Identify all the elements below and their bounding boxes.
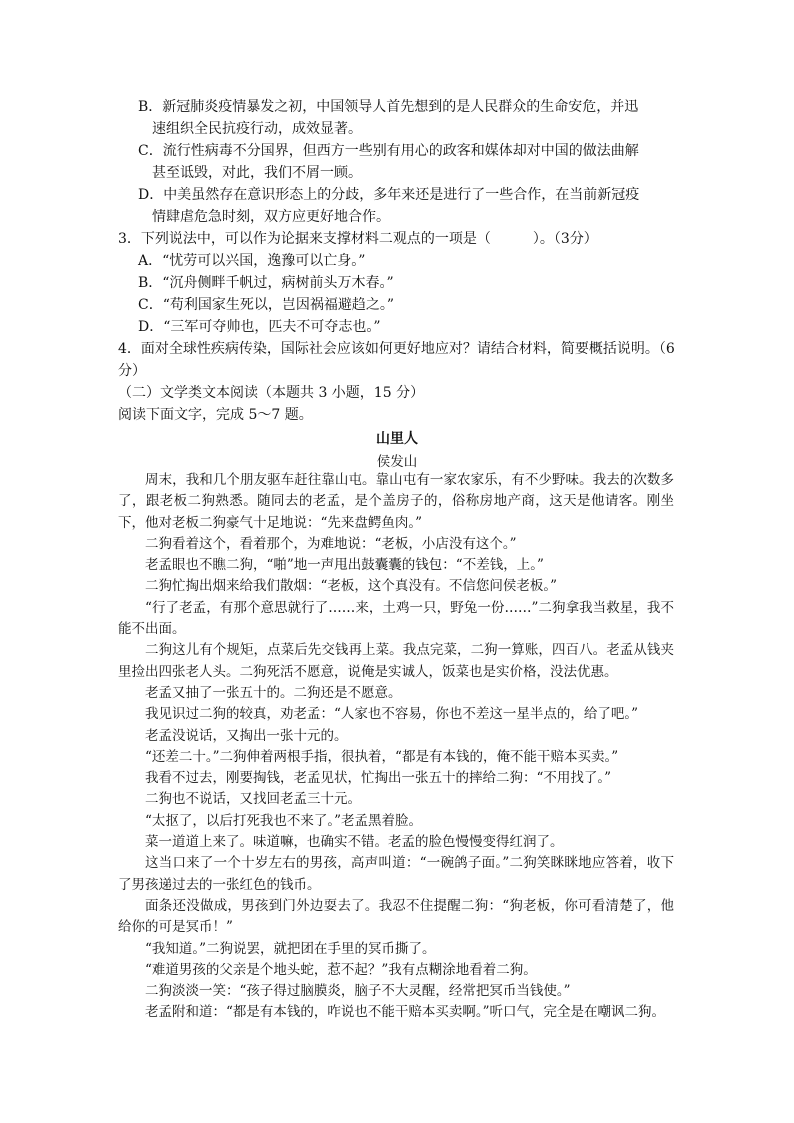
story-paragraph: 周末，我和几个朋友驱车赶往靠山屯。靠山屯有一家农家乐，有不少野味。我去的次数多了，跟老板二狗熟悉。随同去的老孟，是个盖房子的，俗称房地产商，这天是他请客。刚坐下，他对老板二狗豪气十足地说：“先来盘鳄鱼肉。” bbox=[118, 472, 674, 531]
q3-stem: 3．下列说法中，可以作为论据来支撑材料二观点的一项是（ ）。（3分） bbox=[118, 231, 598, 247]
q2-option-c-line1: C．流行性病毒不分国界，但西方一些别有用心的政客和媒体却对中国的做法曲解 bbox=[138, 143, 639, 159]
story-paragraph: “我知道。”二狗说罢，就把团在手里的冥币撕了。 bbox=[145, 940, 436, 957]
q2-option-b-line2: 速组织全民抗疫行动，成效显著。 bbox=[152, 121, 362, 137]
q4-line2: 分） bbox=[118, 363, 146, 379]
story-paragraph: 二狗这儿有个规矩，点菜后先交钱再上菜。我点完菜，二狗一算账，四百八。老孟从钱夹里捡出四张老人头。二狗死活不愿意，说俺是实诚人，饭菜也是实价格，没法优惠。 bbox=[118, 642, 674, 680]
q2-option-d-line1: D．中美虽然存在意识形态上的分歧，多年来还是进行了一些合作，在当前新冠疫 bbox=[138, 187, 640, 203]
story-paragraph: 老孟没说话，又掏出一张十元的。 bbox=[145, 727, 348, 744]
q2-option-d-line2: 情肆虐危急时刻，双方应更好地合作。 bbox=[152, 209, 390, 225]
q3-option-b: B．“沉舟侧畔千帆过，病树前头万木春。” bbox=[138, 275, 394, 291]
story-paragraph: “行了老孟，有那个意思就行了……来，土鸡一只，野兔一份……”二狗拿我当救星，我不能不出面。 bbox=[118, 599, 674, 638]
story-paragraph: 我看不过去，刚要掏钱，老孟见状，忙掏出一张五十的摔给二狗：“不用找了。” bbox=[145, 770, 612, 787]
story-paragraph: 面条还没做成，男孩到门外边耍去了。我忍不住提醒二狗：“狗老板，你可看清楚了，他给你的可是冥币！” bbox=[118, 897, 674, 936]
story-paragraph: 二狗也不说话，又找回老孟三十元。 bbox=[145, 791, 361, 808]
story-paragraph: 老孟眼也不瞧二狗，“啪”地一声甩出鼓囊囊的钱包：“不差钱，上。” bbox=[145, 557, 544, 574]
q2-option-d bbox=[138, 184, 678, 228]
q2-option-c bbox=[138, 140, 678, 184]
q3-option-c: C．“苟利国家生死以，岂因祸福避趋之。” bbox=[138, 297, 395, 313]
story-paragraph: “还差二十。”二狗伸着两根手指，很执着，“都是有本钱的，俺不能干赔本买卖。” bbox=[145, 748, 619, 765]
story-title: 山里人 bbox=[376, 431, 418, 447]
section2-instruction: 阅读下面文字，完成 5～7 题。 bbox=[118, 407, 313, 423]
q4-line1: 4．面对全球性疾病传染，国际社会应该如何更好地应对？请结合材料，简要概括说明。（6 bbox=[118, 341, 675, 357]
story-paragraph: 菜一道道上来了。味道嘛，也确实不错。老孟的脸色慢慢变得红润了。 bbox=[145, 834, 564, 851]
q2-option-b-line1: B．新冠肺炎疫情暴发之初，中国领导人首先想到的是人民群众的生命安危，并迅 bbox=[138, 99, 639, 115]
q2-option-b bbox=[138, 96, 678, 140]
story-paragraph: 二狗忙掏出烟来给我们散烟：“老板，这个真没有。不信您问侯老板。” bbox=[145, 578, 558, 595]
q3-option-d: D．“三军可夺帅也，匹夫不可夺志也。” bbox=[138, 319, 381, 335]
story-paragraph: “太抠了，以后打死我也不来了。”老孟黑着脸。 bbox=[145, 812, 423, 829]
q3-option-a: A．“忧劳可以兴国，逸豫可以亡身。” bbox=[138, 253, 366, 269]
story-paragraph: 二狗看着这个，看着那个，为难地说：“老板，小店没有这个。” bbox=[145, 535, 517, 552]
story-paragraph: 这当口来了一个十岁左右的男孩，高声叫道：“一碗鸽子面。”二狗笑眯眯地应答着，收下了男孩递过去的一张红色的钱币。 bbox=[118, 855, 674, 893]
story-body bbox=[118, 470, 674, 1024]
section2-heading: （二）文学类文本阅读（本题共 3 小题，15 分） bbox=[118, 385, 425, 401]
story-paragraph: 二狗淡淡一笑：“孩子得过脑膜炎，脑子不大灵醒，经常把冥币当钱使。” bbox=[145, 983, 571, 1000]
story-paragraph: 老孟又抽了一张五十的。二狗还是不愿意。 bbox=[145, 684, 402, 701]
story-author: 侯发山 bbox=[376, 454, 418, 470]
story-paragraph: 我见识过二狗的较真，劝老孟：“人家也不容易，你也不差这一星半点的，给了吧。” bbox=[145, 706, 639, 723]
q2-option-c-line2: 甚至诋毁，对此，我们不屑一顾。 bbox=[152, 165, 362, 181]
story-paragraph: 老孟附和道：“都是有本钱的，咋说也不能干赔本买卖啊。”听口气，完全是在嘲讽二狗。 bbox=[145, 1004, 666, 1021]
story-paragraph: “难道男孩的父亲是个地头蛇，惹不起？”我有点糊涂地看着二狗。 bbox=[145, 961, 537, 978]
